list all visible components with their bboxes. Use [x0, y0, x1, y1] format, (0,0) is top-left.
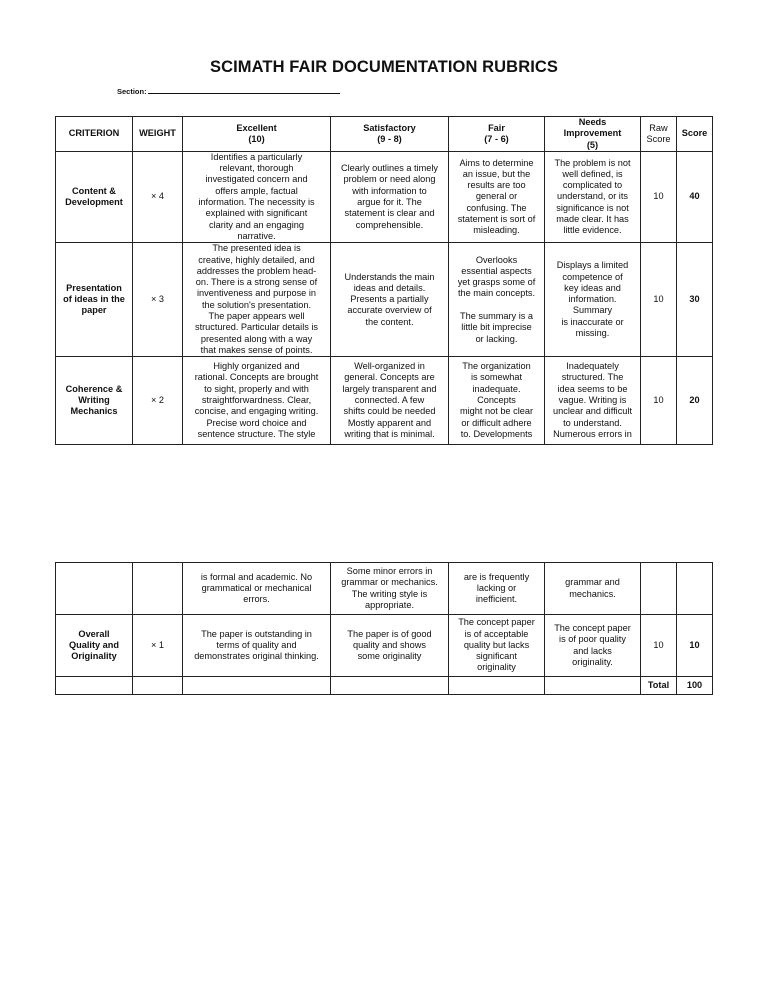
raw-score-cell: 10 [641, 243, 677, 357]
score-cell: 20 [677, 357, 713, 445]
criterion-cell: Overall Quality and Originality [56, 615, 133, 677]
score-cell: 10 [677, 615, 713, 677]
table-row [56, 151, 713, 242]
total-value: 100 [677, 677, 713, 695]
criterion-cell [56, 563, 133, 615]
fair-cell: Aims to determine an issue, but the results are too general or confusing. The statement is sort of misleading. [449, 151, 545, 242]
empty-cell [183, 677, 331, 695]
fair-cell: The organization is somewhat inadequate. Concepts might not be clear or difficult adhere to. Developments [449, 357, 545, 445]
document-title: SCIMATH FAIR DOCUMENTATION RUBRICS [209, 58, 559, 76]
rubric-table-continued [55, 562, 713, 695]
empty-cell [56, 677, 133, 695]
empty-cell [331, 677, 449, 695]
header-fair: Fair (7 - 6) [449, 117, 545, 152]
weight-cell: × 1 [133, 615, 183, 677]
section-blank-line [148, 86, 340, 94]
raw-score-cell: 10 [641, 151, 677, 242]
raw-score-cell: 10 [641, 615, 677, 677]
excellent-cell: Identifies a particularly relevant, thorough investigated concern and offers ample, factual information. The necessity is explained with significant clarity and an engaging narrative. [183, 151, 331, 242]
fair-cell: Overlooks essential aspects yet grasps some of the main concepts. The summary is a little bit imprecise or lacking. [449, 243, 545, 357]
criterion-cell: Content & Development [56, 151, 133, 242]
raw-score-cell [641, 563, 677, 615]
header-raw-score: Raw Score [641, 117, 677, 152]
criterion-cell: Presentation of ideas in the paper [56, 243, 133, 357]
criterion-cell: Coherence & Writing Mechanics [56, 357, 133, 445]
table-row [56, 563, 713, 615]
table-row [56, 615, 713, 677]
satisfactory-cell: The paper is of good quality and shows some originality [331, 615, 449, 677]
table-row [56, 357, 713, 445]
score-cell [677, 563, 713, 615]
needs-improvement-cell: Displays a limited competence of key ideas and information. Summary is inaccurate or missing. [545, 243, 641, 357]
weight-cell: × 4 [133, 151, 183, 242]
section-field [117, 86, 340, 96]
score-cell: 30 [677, 243, 713, 357]
total-label: Total [641, 677, 677, 695]
rubric-table [55, 116, 713, 445]
needs-improvement-cell: Inadequately structured. The idea seems to be vague. Writing is unclear and difficult to understand. Numerous errors in [545, 357, 641, 445]
table-row [56, 243, 713, 357]
fair-cell: are is frequently lacking or inefficient. [449, 563, 545, 615]
needs-improvement-cell: The concept paper is of poor quality and lacks originality. [545, 615, 641, 677]
header-weight: WEIGHT [133, 117, 183, 152]
section-label: Section: [117, 87, 147, 96]
excellent-cell: Highly organized and rational. Concepts are brought to sight, properly and with straightforwardness. Clear, concise, and engaging writing. Precise word choice and sentence structure. The style [183, 357, 331, 445]
needs-improvement-cell: The problem is not well defined, is complicated to understand, or its significance is not made clear. It has little evidence. [545, 151, 641, 242]
satisfactory-cell: Clearly outlines a timely problem or need along with information to argue for it. The statement is clear and comprehensible. [331, 151, 449, 242]
score-cell: 40 [677, 151, 713, 242]
weight-cell: × 3 [133, 243, 183, 357]
excellent-cell: is formal and academic. No grammatical or mechanical errors. [183, 563, 331, 615]
header-needs-improvement: Needs Improvement (5) [545, 117, 641, 152]
empty-cell [449, 677, 545, 695]
satisfactory-cell: Some minor errors in grammar or mechanics. The writing style is appropriate. [331, 563, 449, 615]
fair-cell: The concept paper is of acceptable quality but lacks significant originality [449, 615, 545, 677]
header-score: Score [677, 117, 713, 152]
satisfactory-cell: Well-organized in general. Concepts are largely transparent and connected. A few shifts could be needed Mostly apparent and writing that is minimal. [331, 357, 449, 445]
header-row [56, 117, 713, 152]
header-excellent: Excellent (10) [183, 117, 331, 152]
header-criterion: CRITERION [56, 117, 133, 152]
satisfactory-cell: Understands the main ideas and details. Presents a partially accurate overview of the content. [331, 243, 449, 357]
excellent-cell: The presented idea is creative, highly detailed, and addresses the problem head- on. There is a strong sense of inventiveness and purpose in the solution's presentation. The paper appears well structured. Particular details is presented along with a way that makes sense of points. [183, 243, 331, 357]
total-row [56, 677, 713, 695]
raw-score-cell: 10 [641, 357, 677, 445]
weight-cell: × 2 [133, 357, 183, 445]
header-satisfactory: Satisfactory (9 - 8) [331, 117, 449, 152]
needs-improvement-cell: grammar and mechanics. [545, 563, 641, 615]
empty-cell [133, 677, 183, 695]
weight-cell [133, 563, 183, 615]
empty-cell [545, 677, 641, 695]
excellent-cell: The paper is outstanding in terms of quality and demonstrates original thinking. [183, 615, 331, 677]
